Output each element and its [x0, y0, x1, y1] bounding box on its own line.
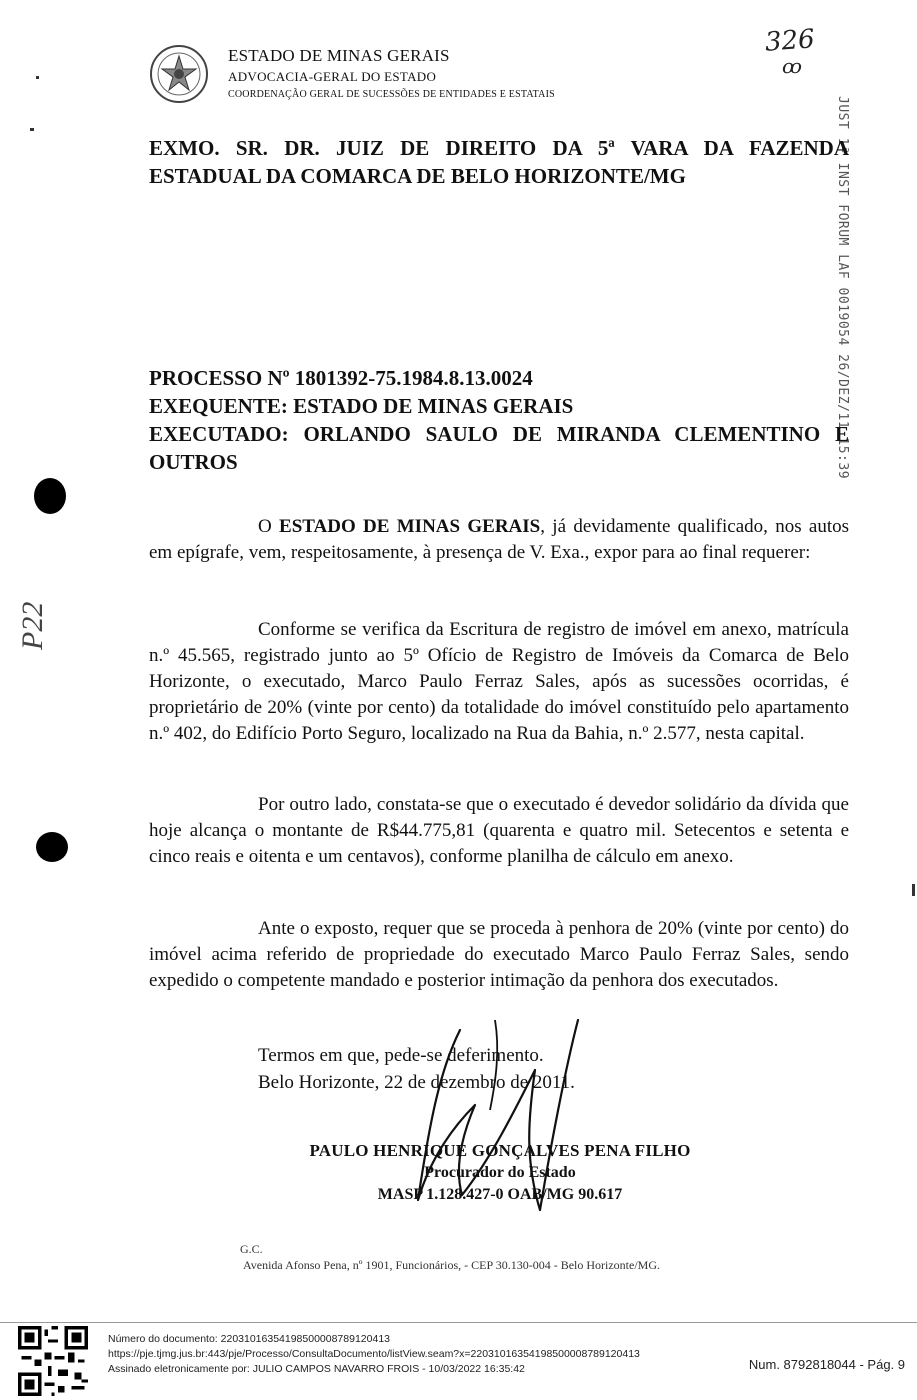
executado-line-1: EXECUTADO: ORLANDO SAULO DE MIRANDA CLEMENTINO E	[149, 422, 849, 446]
paragraph-property: Conforme se verifica da Escritura de registro de imóvel em anexo, matrícula n.º 45.565, registrado junto ao 5º Ofício de Registro de Imóveis da Comarca de Belo Horizonte, o executado, Marco Paulo Ferraz Sales, após as sucessões ocorridas, é proprietário de 20% (vinte por cento) da totalidade do imóvel constituído pelo apartamento n.º 402, do Edifício Porto Seguro, localizado na Rua da Bahia, n.º 2.577, nesta capital.	[149, 619, 849, 744]
footer-signed-by: Assinado eletronicamente por: JULIO CAMPOS NAVARRO FROIS - 10/03/2022 16:35:42	[108, 1363, 525, 1375]
scan-speck	[36, 76, 39, 79]
footer-initials: G.C.	[240, 1242, 263, 1256]
executado-line-2: OUTROS	[149, 450, 238, 474]
footer-divider	[0, 1322, 917, 1323]
scan-speck	[30, 128, 34, 131]
header-state: ESTADO DE MINAS GERAIS	[228, 46, 450, 65]
footer-address: Avenida Afonso Pena, nº 1901, Funcionários, - CEP 30.130-004 - Belo Horizonte/MG.	[243, 1258, 661, 1272]
court-line-2: ESTADUAL DA COMARCA DE BELO HORIZONTE/MG	[149, 164, 686, 188]
qr-code-icon[interactable]	[18, 1326, 88, 1396]
footer-url[interactable]: https://pje.tjmg.jus.br:443/pje/Processo/ConsultaDocumento/listView.seam?x=22031016354198500008789120413	[108, 1348, 640, 1360]
closing-line-1: Termos em que, pede-se deferimento.	[258, 1045, 544, 1066]
intro-rest: , já devidamente qualificado, nos autos em epígrafe, vem, respeitosamente, à presença de V. Exa., expor para ao final requerer:	[149, 516, 849, 563]
header-agency: ADVOCACIA-GERAL DO ESTADO	[228, 69, 437, 84]
footer-page-number: Num. 8792818044 - Pág. 9	[748, 1357, 905, 1372]
protocol-stamp: JUST 1ª INST FORUM LAF 0019054 26/DEZ/11 15:39	[835, 96, 850, 480]
exequente: EXEQUENTE: ESTADO DE MINAS GERAIS	[149, 394, 574, 418]
process-info	[149, 364, 849, 476]
closing-date: Belo Horizonte, 22 de dezembro de 2011.	[258, 1072, 575, 1093]
signer-ids: MASP 1.128.427-0 OAB/MG 90.617	[377, 1186, 623, 1203]
intro-bold-party: ESTADO DE MINAS GERAIS	[279, 516, 541, 537]
header-coordination: COORDENAÇÃO GERAL DE SUCESSÕES DE ENTIDADES E ESTATAIS	[228, 89, 555, 100]
handwritten-mark: ꝏ	[782, 56, 802, 78]
intro-prefix: O	[258, 516, 280, 537]
court-addressee	[149, 134, 849, 190]
paragraph-intro	[149, 514, 849, 566]
margin-handwritten-note: P22	[16, 601, 49, 650]
footer-doc-number: Número do documento: 22031016354198500008789120413	[108, 1333, 390, 1345]
signature-block	[290, 1140, 710, 1206]
coat-of-arms-seal-icon	[149, 44, 209, 104]
court-line-1: EXMO. SR. DR. JUIZ DE DIREITO DA 5ª VARA DA FAZENDA	[149, 136, 849, 160]
handwritten-page-number: 326	[764, 24, 816, 58]
paragraph-debt: Por outro lado, constata-se que o executado é devedor solidário da dívida que hoje alcança o montante de R$44.775,81 (quarenta e quatro mil. Setecentos e setenta e cinco reais e oitenta e um centavos), conforme planilha de cálculo em anexo.	[149, 794, 849, 867]
scan-speck	[912, 884, 915, 896]
punch-hole-bottom	[36, 832, 68, 862]
paragraph-request: Ante o exposto, requer que se proceda à penhora de 20% (vinte por cento) do imóvel acima referido de propriedade do executado Marco Paulo Ferraz Sales, sendo expedido o competente mandado e posterior intimação da penhora dos executados.	[149, 918, 849, 991]
signer-name: PAULO HENRIQUE GONÇALVES PENA FILHO	[309, 1141, 691, 1160]
signer-role: Procurador do Estado	[424, 1164, 576, 1181]
process-number: PROCESSO Nº 1801392-75.1984.8.13.0024	[149, 366, 533, 390]
punch-hole-top	[34, 478, 66, 514]
